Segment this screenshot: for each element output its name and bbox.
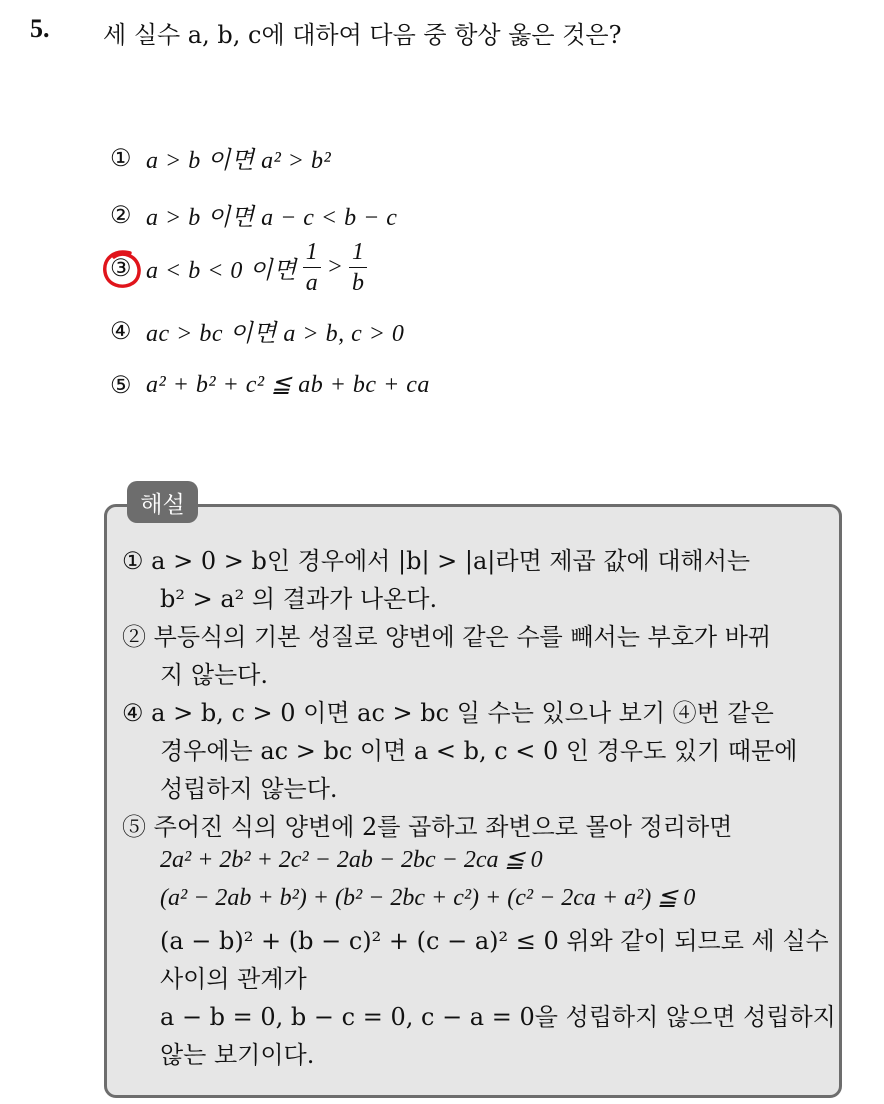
solution-line: ④ a > b, c > 0 이면 ac > bc 일 수는 있으나 보기 ④번 같은 [122,699,774,727]
choice-1-marker: ① [110,143,132,172]
solution-line: ① a > 0 > b인 경우에서 |b| > |a|라면 제곱 값에 대해서는 [122,547,751,575]
solution-line: 않는 보기이다. [160,1041,315,1069]
choice-2-text: a > b 이면 a − c < b − c [146,205,398,231]
question-text: 세 실수 a, b, c에 대하여 다음 중 항상 옳은 것은? [103,21,622,49]
solution-line: ② 부등식의 기본 성질로 양변에 같은 수를 빼서는 부호가 바뀌 [122,623,772,651]
choice-4-marker: ④ [110,316,132,345]
fraction-one-over-b [349,240,367,295]
choice-5-text: a² + b² + c² ≦ ab + bc + ca [146,372,430,398]
choice-1-text: a > b 이면 a² > b² [146,148,332,174]
fraction-2-denominator: b [351,270,364,296]
solution-line: 성립하지 않는다. [160,775,338,803]
choice-3-operator: > [326,254,343,280]
choice-3-condition: a < b < 0 이면 [146,258,297,284]
choice-2[interactable] [110,197,397,232]
fraction-1-numerator: 1 [303,240,321,268]
choice-5-marker: ⑤ [110,370,132,399]
answer-circle-mark-icon [100,247,144,291]
solution-line: a − b = 0, b − c = 0, c − a = 0을 성립하지 않으면 성립하지 [160,1003,836,1031]
choice-5[interactable] [110,370,430,399]
solution-line: ⑤ 주어진 식의 양변에 2를 곱하고 좌변으로 몰아 정리하면 [122,813,733,841]
choice-3[interactable] [110,240,373,295]
solution-line: 사이의 관계가 [160,965,307,993]
fraction-1-denominator: a [305,270,318,296]
choice-4[interactable] [110,313,404,348]
solution-equation: 2a² + 2b² + 2c² − 2ab − 2bc − 2ca ≦ 0 [160,847,543,873]
question-number: 5. [30,14,50,43]
solution-equation: (a² − 2ab + b²) + (b² − 2bc + c²) + (c² − 2ca + a²) ≦ 0 [160,885,696,911]
fraction-one-over-a [303,240,321,295]
solution-line: b² > a² 의 결과가 나온다. [160,585,438,613]
fraction-2-numerator: 1 [349,240,367,268]
choice-2-marker: ② [110,200,132,229]
choice-3-marker: ③ [110,253,132,282]
solution-tag: 해설 [127,481,198,523]
solution-line: 지 않는다. [160,661,268,689]
solution-line: 경우에는 ac > bc 이면 a < b, c < 0 인 경우도 있기 때문에 [160,737,798,765]
solution-line: (a − b)² + (b − c)² + (c − a)² ≤ 0 위와 같이 되므로 세 실수 [160,927,829,955]
choice-1[interactable] [110,140,331,175]
choice-4-text: ac > bc 이면 a > b, c > 0 [146,321,405,347]
